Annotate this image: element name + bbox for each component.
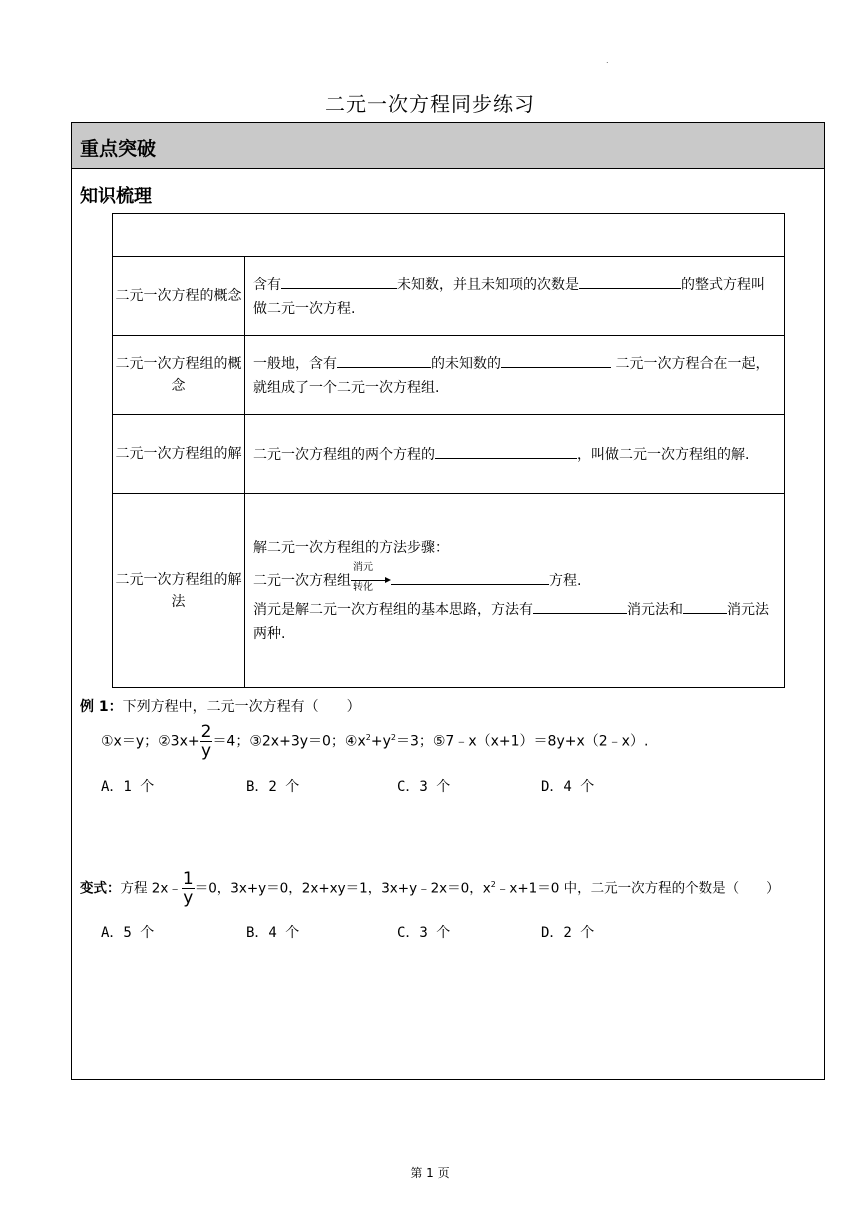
equation-text: +y (370, 733, 391, 750)
table-header-row (113, 214, 785, 257)
table-row (113, 415, 785, 494)
option-b[interactable]: B．4 个 (246, 925, 300, 941)
fraction-denominator: y (183, 888, 194, 908)
question-text: 方程 2x﹣ (120, 880, 182, 897)
text-segment: ，叫做二元一次方程组的解. (577, 446, 750, 463)
header-dot: . (606, 56, 609, 65)
text-segment: 消元法两种. (253, 601, 769, 642)
fill-blank (391, 568, 549, 585)
option-a[interactable]: A．5 个 (101, 925, 155, 941)
fill-blank (281, 272, 397, 289)
row-label: 二元一次方程组的解法 (113, 494, 245, 688)
question-text: 下列方程中，二元一次方程有（ ） (122, 699, 361, 715)
example-label: 例 1： (80, 699, 123, 715)
method-line-2 (253, 561, 776, 593)
fraction-numerator: 2 (200, 722, 212, 742)
subsection-title: 知识梳理 (80, 186, 152, 207)
text-segment: 含有 (253, 276, 281, 293)
arrow-top-label: 消元 (353, 561, 373, 573)
equation-text: ＝4；③2x+3y＝0；④x (212, 733, 366, 750)
table-row (113, 336, 785, 415)
section-title: 重点突破 (80, 138, 157, 160)
arrow-line (351, 580, 387, 581)
fill-blank (533, 597, 627, 614)
fraction (200, 723, 213, 760)
method-line-1: 解二元一次方程组的方法步骤： (253, 539, 449, 556)
section-band (72, 123, 824, 169)
transform-arrow (351, 561, 391, 593)
fill-blank (337, 351, 431, 368)
variant-question (80, 870, 780, 907)
knowledge-table (112, 213, 785, 688)
superscript: 2 (490, 880, 496, 889)
option-b[interactable]: B．2 个 (246, 779, 300, 795)
option-a[interactable]: A．1 个 (101, 779, 155, 795)
question-text: ＝0，3x+y＝0，2x+xy＝1，3x+y﹣2x＝0，x (194, 880, 491, 897)
row-content (245, 257, 785, 336)
text-segment: 的整式方程叫做二元一次方程. (253, 276, 765, 317)
option-d[interactable]: D．2 个 (541, 925, 595, 941)
fill-blank (579, 272, 681, 289)
method-line-3 (253, 597, 776, 646)
text-segment: 一般地，含有 (253, 355, 337, 372)
text-segment: 的未知数的 (431, 355, 501, 372)
text-segment: 二元一次方程组的两个方程的 (253, 446, 435, 463)
fraction-denominator: y (200, 741, 212, 761)
row-content (245, 336, 785, 415)
table-row (113, 257, 785, 336)
row-label: 二元一次方程组的概念 (113, 336, 245, 415)
fill-blank (435, 442, 577, 459)
text-segment: 方程. (549, 572, 582, 589)
text-segment: 未知数，并且未知项的次数是 (397, 276, 579, 293)
text-segment: 二元一次方程组 (253, 572, 351, 589)
row-content (245, 415, 785, 494)
equation-text: ①x＝y；②3x+ (101, 733, 200, 750)
page-number: 第 1 页 (410, 1166, 450, 1180)
option-c[interactable]: C．3 个 (397, 925, 451, 941)
equation-text: ＝3；⑤7﹣x（x+1）＝8y+x（2﹣x）. (395, 733, 649, 750)
row-content (245, 494, 785, 688)
text-segment: 消元法和 (627, 601, 683, 618)
row-label: 二元一次方程的概念 (113, 257, 245, 336)
option-c[interactable]: C．3 个 (397, 779, 451, 795)
text-segment: 二元一次方程合在一起，就组成了一个二元一次方程组. (253, 355, 770, 396)
question-text: ﹣x+1＝0 中，二元一次方程的个数是（ ） (495, 880, 780, 897)
page-title: 二元一次方程同步练习 (325, 92, 535, 116)
fraction-numerator: 1 (182, 869, 194, 889)
fill-blank (501, 351, 611, 368)
fill-blank (683, 597, 727, 614)
variant-label: 变式： (80, 880, 121, 897)
superscript: 2 (365, 732, 371, 742)
superscript: 2 (390, 732, 396, 742)
arrow-bottom-label: 转化 (353, 581, 373, 593)
example1-equations (101, 723, 648, 760)
table-row (113, 494, 785, 688)
fraction (182, 870, 195, 907)
example1-question (80, 696, 361, 716)
text-segment: 消元是解二元一次方程组的基本思路，方法有 (253, 601, 533, 618)
option-d[interactable]: D．4 个 (541, 779, 595, 795)
row-label: 二元一次方程组的解 (113, 415, 245, 494)
table-header-cell (113, 214, 785, 257)
arrow-head-icon (385, 577, 391, 583)
